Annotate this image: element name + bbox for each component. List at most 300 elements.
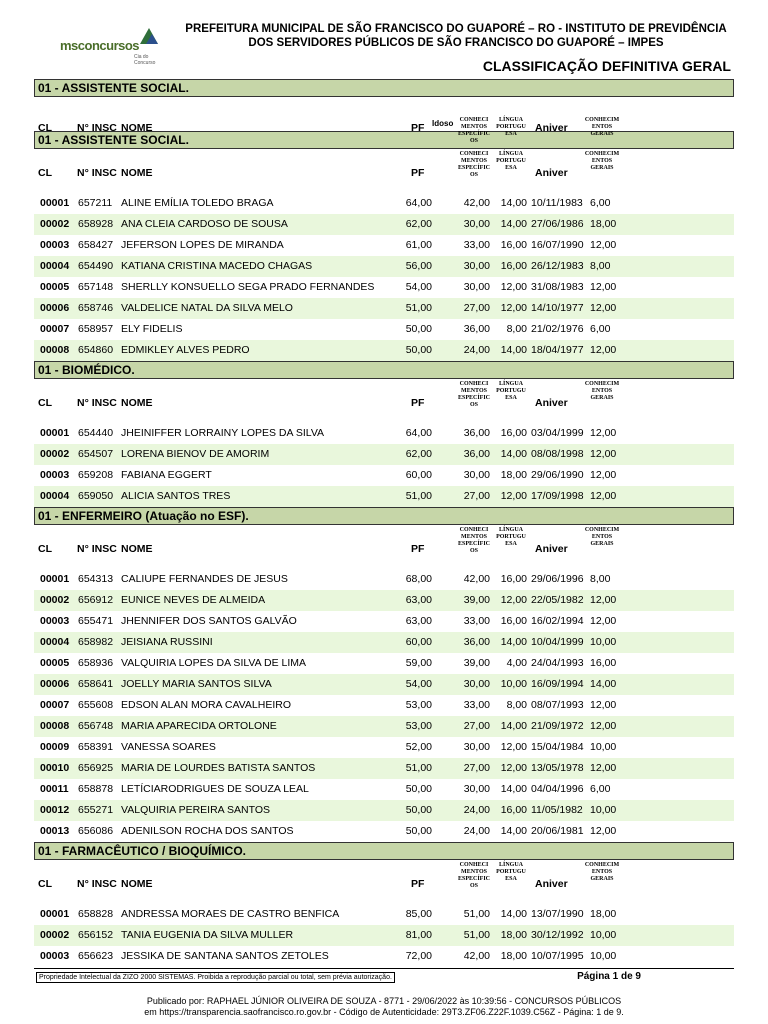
column-header: [34, 525, 734, 569]
row-conhec-esp: 30,00: [463, 281, 490, 293]
row-pf: 61,00: [405, 239, 432, 251]
row-insc: 658427: [78, 239, 114, 251]
row-conhec-gerais: 18,00: [590, 218, 617, 230]
col-insc-label: N° INSC: [77, 397, 117, 409]
row-lingua: 14,00: [500, 636, 527, 648]
row-insc: 658957: [78, 323, 114, 335]
row-lingua: 8,00: [506, 699, 527, 711]
row-conhec-gerais: 12,00: [590, 720, 617, 732]
row-pf: 56,00: [405, 260, 432, 272]
row-lingua: 14,00: [500, 720, 527, 732]
row-cl: 00013: [40, 825, 70, 837]
row-cl: 00003: [40, 615, 70, 627]
row-insc: 658982: [78, 636, 114, 648]
table-row: [34, 674, 734, 695]
row-insc: 656912: [78, 594, 114, 606]
row-pf: 50,00: [405, 783, 432, 795]
row-cl: 00004: [40, 260, 70, 272]
table-row: [34, 486, 734, 507]
row-lingua: 12,00: [500, 281, 527, 293]
row-lingua: 16,00: [500, 573, 527, 585]
row-aniver: 13/07/1990: [531, 908, 584, 920]
row-conhec-gerais: 6,00: [590, 197, 611, 209]
row-lingua: 14,00: [500, 344, 527, 356]
row-conhec-gerais: 12,00: [590, 615, 617, 627]
row-pf: 53,00: [405, 699, 432, 711]
row-nome: JHEINIFFER LORRAINY LOPES DA SILVA: [121, 427, 325, 439]
col-aniver-label: Aniver: [535, 122, 568, 134]
row-pf: 50,00: [405, 323, 432, 335]
row-insc: 656086: [78, 825, 114, 837]
row-insc: 659050: [78, 490, 114, 502]
table-row: [34, 256, 734, 277]
row-cl: 00007: [40, 323, 70, 335]
row-conhec-esp: 42,00: [463, 573, 490, 585]
row-aniver: 17/09/1998: [531, 490, 584, 502]
row-nome: CALIUPE FERNANDES DE JESUS: [121, 573, 288, 585]
row-conhec-gerais: 12,00: [590, 762, 617, 774]
row-insc: 654490: [78, 260, 114, 272]
row-nome: SHERLLY KONSUELLO SEGA PRADO FERNANDES: [121, 281, 375, 293]
row-cl: 00001: [40, 908, 70, 920]
row-aniver: 11/05/1982: [531, 804, 583, 816]
row-aniver: 04/04/1996: [531, 783, 584, 795]
row-cl: 00009: [40, 741, 70, 753]
row-insc: 655471: [78, 615, 114, 627]
row-conhec-gerais: 8,00: [590, 260, 611, 272]
row-pf: 63,00: [405, 615, 432, 627]
row-conhec-gerais: 10,00: [590, 636, 617, 648]
col-aniver-label: Aniver: [535, 878, 568, 890]
row-cl: 00003: [40, 239, 70, 251]
table-row: [34, 737, 734, 758]
row-conhec-esp: 33,00: [463, 699, 490, 711]
page-header: [0, 0, 768, 78]
row-pf: 60,00: [405, 636, 432, 648]
table-row: [34, 758, 734, 779]
row-aniver: 10/07/1995: [531, 950, 584, 962]
logo-subtext: Cia do Concurso: [134, 54, 156, 66]
row-lingua: 14,00: [500, 448, 527, 460]
row-conhec-gerais: 12,00: [590, 594, 617, 606]
row-conhec-esp: 30,00: [463, 678, 490, 690]
row-conhec-esp: 24,00: [463, 804, 490, 816]
row-pf: 52,00: [405, 741, 432, 753]
row-conhec-esp: 24,00: [463, 825, 490, 837]
row-lingua: 16,00: [500, 615, 527, 627]
table-row: [34, 444, 734, 465]
col-lingua-label: LÍNGUA PORTUGU ESA: [496, 117, 526, 137]
table-row: [34, 319, 734, 340]
row-aniver: 26/12/1983: [531, 260, 584, 272]
col-lingua-label: LÍNGUA PORTUGU ESA: [496, 862, 526, 882]
row-insc: 654507: [78, 448, 114, 460]
row-lingua: 14,00: [500, 197, 527, 209]
col-conhec-esp-label: CONHECI MENTOS ESPECÍFIC OS: [457, 117, 490, 144]
table-row: [34, 716, 734, 737]
row-aniver: 18/04/1977: [531, 344, 584, 356]
institution-title-line-1: PREFEITURA MUNICIPAL DE SÃO FRANCISCO DO GUAPORÉ – RO - INSTITUTO DE PREVIDÊNCIA: [185, 23, 727, 35]
row-pf: 68,00: [405, 573, 432, 585]
row-pf: 63,00: [405, 594, 432, 606]
row-lingua: 12,00: [500, 490, 527, 502]
row-nome: ANDRESSA MORAES DE CASTRO BENFICA: [121, 908, 340, 920]
row-cl: 00001: [40, 427, 70, 439]
row-conhec-esp: 27,00: [463, 490, 490, 502]
row-insc: 659208: [78, 469, 114, 481]
row-nome: ALICIA SANTOS TRES: [121, 490, 231, 502]
table-row: [34, 695, 734, 716]
table-row: [34, 611, 734, 632]
table-row: [34, 465, 734, 486]
row-insc: 658391: [78, 741, 114, 753]
row-conhec-esp: 36,00: [463, 427, 490, 439]
row-aniver: 16/09/1994: [531, 678, 584, 690]
row-conhec-gerais: 8,00: [590, 573, 611, 585]
col-pf-label: PF: [411, 397, 425, 409]
row-lingua: 8,00: [506, 323, 527, 335]
row-cl: 00002: [40, 594, 70, 606]
row-conhec-esp: 30,00: [463, 218, 490, 230]
row-conhec-gerais: 10,00: [590, 741, 617, 753]
row-pf: 64,00: [405, 197, 432, 209]
row-insc: 658746: [78, 302, 114, 314]
row-aniver: 30/12/1992: [531, 929, 584, 941]
row-conhec-gerais: 10,00: [590, 804, 617, 816]
col-insc-label: N° INSC: [77, 167, 117, 179]
column-header: [34, 379, 734, 423]
row-conhec-esp: 27,00: [463, 302, 490, 314]
col-cl-label: CL: [38, 122, 52, 134]
row-pf: 62,00: [405, 448, 432, 460]
table-row: [34, 590, 734, 611]
row-insc: 655608: [78, 699, 114, 711]
row-cl: 00012: [40, 804, 70, 816]
col-cl-label: CL: [38, 167, 52, 179]
row-aniver: 16/07/1990: [531, 239, 584, 251]
row-nome: JHENNIFER DOS SANTOS GALVÃO: [121, 615, 297, 627]
logo: [56, 24, 166, 64]
col-lingua-label: LÍNGUA PORTUGU ESA: [496, 381, 526, 401]
row-cl: 00003: [40, 950, 70, 962]
row-aniver: 08/08/1998: [531, 448, 584, 460]
col-conhec-esp-label: CONHECI MENTOS ESPECÍFIC OS: [457, 527, 490, 554]
row-pf: 51,00: [405, 762, 432, 774]
section-header: 01 - ASSISTENTE SOCIAL.: [34, 131, 734, 149]
row-lingua: 14,00: [500, 908, 527, 920]
document-title: CLASSIFICAÇÃO DEFINITIVA GERAL: [482, 58, 731, 74]
row-lingua: 18,00: [500, 950, 527, 962]
row-conhec-gerais: 12,00: [590, 344, 617, 356]
row-conhec-gerais: 12,00: [590, 699, 617, 711]
row-lingua: 12,00: [500, 741, 527, 753]
col-conhec-gerais-label: CONHECIM ENTOS GERAIS: [584, 151, 620, 171]
row-cl: 00005: [40, 657, 70, 669]
table-row: [34, 904, 734, 925]
row-aniver: 10/11/1983: [531, 197, 583, 209]
row-lingua: 12,00: [500, 302, 527, 314]
row-lingua: 18,00: [500, 929, 527, 941]
row-conhec-gerais: 6,00: [590, 783, 611, 795]
row-insc: 658828: [78, 908, 114, 920]
row-nome: MARIA APARECIDA ORTOLONE: [121, 720, 277, 732]
row-conhec-esp: 36,00: [463, 636, 490, 648]
row-conhec-gerais: 12,00: [590, 302, 617, 314]
col-conhec-gerais-label: CONHECIM ENTOS GERAIS: [584, 117, 620, 137]
row-cl: 00011: [40, 783, 69, 795]
row-aniver: 22/05/1982: [531, 594, 584, 606]
row-insc: 656748: [78, 720, 114, 732]
table-row: [34, 193, 734, 214]
row-nome: EDMIKLEY ALVES PEDRO: [121, 344, 250, 356]
row-conhec-gerais: 12,00: [590, 469, 617, 481]
row-cl: 00001: [40, 197, 70, 209]
row-insc: 655271: [78, 804, 114, 816]
row-insc: 656152: [78, 929, 114, 941]
row-insc: 658878: [78, 783, 114, 795]
publication-info: Publicado por: RAPHAEL JÚNIOR OLIVEIRA DE SOUZA - 8771 - 29/06/2022 às 10:39:56 - CONCURSOS PÚBLICOS: [146, 996, 622, 1006]
col-cl-label: CL: [38, 543, 52, 555]
table-row: [34, 821, 734, 842]
col-lingua-label: LÍNGUA PORTUGU ESA: [496, 527, 526, 547]
col-nome-label: NOME: [121, 167, 153, 179]
row-insc: 657148: [78, 281, 114, 293]
table-row: [34, 340, 734, 361]
row-conhec-esp: 33,00: [463, 615, 490, 627]
row-insc: 658641: [78, 678, 114, 690]
row-lingua: 16,00: [500, 239, 527, 251]
col-idoso-label: Idoso: [432, 119, 454, 128]
row-cl: 00002: [40, 929, 70, 941]
row-aniver: 03/04/1999: [531, 427, 584, 439]
col-insc-label: N° INSC: [77, 543, 117, 555]
row-conhec-gerais: 12,00: [590, 490, 617, 502]
col-insc-label: N° INSC: [77, 878, 117, 890]
row-aniver: 08/07/1993: [531, 699, 584, 711]
row-conhec-gerais: 14,00: [590, 678, 617, 690]
row-pf: 85,00: [405, 908, 432, 920]
col-pf-label: PF: [411, 543, 425, 555]
table-row: [34, 925, 734, 946]
row-nome: ELY FIDELIS: [121, 323, 183, 335]
row-conhec-gerais: 16,00: [590, 657, 617, 669]
row-aniver: 14/10/1977: [531, 302, 584, 314]
col-pf-label: PF: [411, 167, 425, 179]
row-conhec-gerais: 12,00: [590, 239, 617, 251]
row-conhec-gerais: 12,00: [590, 281, 617, 293]
row-cl: 00010: [40, 762, 70, 774]
row-lingua: 14,00: [500, 783, 527, 795]
row-conhec-esp: 30,00: [463, 469, 490, 481]
row-pf: 60,00: [405, 469, 432, 481]
table-row: [34, 298, 734, 319]
col-insc-label: N° INSC: [77, 122, 117, 134]
row-insc: 657211: [78, 197, 113, 209]
row-pf: 53,00: [405, 720, 432, 732]
row-conhec-esp: 30,00: [463, 783, 490, 795]
table-row: [34, 779, 734, 800]
row-cl: 00005: [40, 281, 70, 293]
page-number: Página 1 de 9: [577, 971, 641, 982]
row-conhec-esp: 30,00: [463, 260, 490, 272]
row-insc: 654860: [78, 344, 114, 356]
col-conhec-gerais-label: CONHECIM ENTOS GERAIS: [584, 381, 620, 401]
row-nome: VALQUIRIA PEREIRA SANTOS: [121, 804, 270, 816]
row-pf: 54,00: [405, 678, 432, 690]
row-conhec-esp: 30,00: [463, 741, 490, 753]
row-pf: 51,00: [405, 490, 432, 502]
row-insc: 658936: [78, 657, 114, 669]
institution-title-line-2: DOS SERVIDORES PÚBLICOS DE SÃO FRANCISCO DO GUAPORÉ – IMPES: [248, 37, 664, 49]
col-cl-label: CL: [38, 397, 52, 409]
col-aniver-label: Aniver: [535, 167, 568, 179]
table-row: [34, 569, 734, 590]
row-conhec-esp: 27,00: [463, 720, 490, 732]
row-cl: 00006: [40, 302, 70, 314]
row-nome: FABIANA EGGERT: [121, 469, 212, 481]
row-aniver: 29/06/1996: [531, 573, 584, 585]
row-conhec-esp: 39,00: [463, 657, 490, 669]
col-conhec-esp-label: CONHECI MENTOS ESPECÍFIC OS: [457, 151, 490, 178]
row-nome: JOELLY MARIA SANTOS SILVA: [121, 678, 272, 690]
row-lingua: 12,00: [500, 594, 527, 606]
row-cl: 00002: [40, 218, 70, 230]
row-cl: 00007: [40, 699, 70, 711]
footer-divider: [34, 968, 734, 969]
row-aniver: 31/08/1983: [531, 281, 584, 293]
table-row: [34, 214, 734, 235]
col-aniver-label: Aniver: [535, 397, 568, 409]
row-lingua: 14,00: [500, 218, 527, 230]
row-conhec-gerais: 6,00: [590, 323, 611, 335]
row-conhec-esp: 51,00: [463, 908, 490, 920]
row-insc: 654440: [78, 427, 114, 439]
row-pf: 54,00: [405, 281, 432, 293]
copyright-notice: Propriedade Intelectual da ZIZO 2000 SISTEMAS. Proibida a reprodução parcial ou total, sem prévia autorização.: [36, 972, 395, 983]
logo-mark-icon: [138, 26, 160, 46]
row-conhec-gerais: 18,00: [590, 908, 617, 920]
row-insc: 656925: [78, 762, 114, 774]
row-lingua: 10,00: [500, 678, 527, 690]
row-cl: 00004: [40, 636, 70, 648]
row-conhec-gerais: 12,00: [590, 825, 617, 837]
row-nome: VALDELICE NATAL DA SILVA MELO: [121, 302, 293, 314]
row-aniver: 20/06/1981: [531, 825, 584, 837]
row-nome: ADENILSON ROCHA DOS SANTOS: [121, 825, 294, 837]
row-aniver: 21/09/1972: [531, 720, 584, 732]
row-nome: VANESSA SOARES: [121, 741, 216, 753]
column-header: [34, 860, 734, 904]
row-conhec-esp: 39,00: [463, 594, 490, 606]
column-header: [34, 149, 734, 193]
row-conhec-gerais: 10,00: [590, 929, 617, 941]
row-nome: VALQUIRIA LOPES DA SILVA DE LIMA: [121, 657, 306, 669]
row-conhec-gerais: 10,00: [590, 950, 617, 962]
col-nome-label: NOME: [121, 878, 153, 890]
table-row: [34, 277, 734, 298]
row-pf: 64,00: [405, 427, 432, 439]
row-aniver: 13/05/1978: [531, 762, 584, 774]
row-aniver: 15/04/1984: [531, 741, 584, 753]
row-aniver: 21/02/1976: [531, 323, 584, 335]
row-pf: 50,00: [405, 804, 432, 816]
col-pf-label: PF: [411, 122, 425, 134]
row-aniver: 10/04/1999: [531, 636, 584, 648]
section-header: 01 - BIOMÉDICO.: [34, 361, 734, 379]
row-pf: 72,00: [405, 950, 432, 962]
row-cl: 00006: [40, 678, 70, 690]
col-aniver-label: Aniver: [535, 543, 568, 555]
row-nome: JEISIANA RUSSINI: [121, 636, 213, 648]
col-nome-label: NOME: [121, 122, 153, 134]
row-pf: 81,00: [405, 929, 432, 941]
row-nome: JEFERSON LOPES DE MIRANDA: [121, 239, 284, 251]
row-nome: ALINE EMÍLIA TOLEDO BRAGA: [121, 197, 274, 209]
section-header: 01 - ASSISTENTE SOCIAL.: [34, 79, 734, 97]
row-nome: EDSON ALAN MORA CAVALHEIRO: [121, 699, 291, 711]
row-nome: LORENA BIENOV DE AMORIM: [121, 448, 270, 460]
row-cl: 00001: [40, 573, 70, 585]
section-header: 01 - ENFERMEIRO (Atuação no ESF).: [34, 507, 734, 525]
row-nome: ANA CLEIA CARDOSO DE SOUSA: [121, 218, 288, 230]
row-nome: TANIA EUGENIA DA SILVA MULLER: [121, 929, 294, 941]
row-conhec-gerais: 12,00: [590, 448, 617, 460]
col-cl-label: CL: [38, 878, 52, 890]
row-conhec-esp: 51,00: [463, 929, 490, 941]
col-lingua-label: LÍNGUA PORTUGU ESA: [496, 151, 526, 171]
col-nome-label: NOME: [121, 397, 153, 409]
row-pf: 50,00: [405, 344, 432, 356]
row-conhec-esp: 33,00: [463, 239, 490, 251]
row-insc: 656623: [78, 950, 114, 962]
row-nome: JESSIKA DE SANTANA SANTOS ZETOLES: [121, 950, 329, 962]
row-lingua: 16,00: [500, 260, 527, 272]
row-pf: 59,00: [405, 657, 432, 669]
row-lingua: 14,00: [500, 825, 527, 837]
row-cl: 00008: [40, 720, 70, 732]
row-lingua: 4,00: [506, 657, 527, 669]
col-conhec-gerais-label: CONHECIM ENTOS GERAIS: [584, 862, 620, 882]
row-pf: 62,00: [405, 218, 432, 230]
col-conhec-esp-label: CONHECI MENTOS ESPECÍFIC OS: [457, 862, 490, 889]
row-conhec-esp: 42,00: [463, 950, 490, 962]
row-lingua: 16,00: [500, 427, 527, 439]
logo-text: msconcursos: [60, 38, 140, 53]
row-nome: LETÍCIARODRIGUES DE SOUZA LEAL: [121, 783, 309, 795]
table-row: [34, 423, 734, 444]
row-nome: KATIANA CRISTINA MACEDO CHAGAS: [121, 260, 313, 272]
row-lingua: 12,00: [500, 762, 527, 774]
row-nome: MARIA DE LOURDES BATISTA SANTOS: [121, 762, 316, 774]
section-header: 01 - FARMACÊUTICO / BIOQUÍMICO.: [34, 842, 734, 860]
col-nome-label: NOME: [121, 543, 153, 555]
table-row: [34, 653, 734, 674]
row-aniver: 27/06/1986: [531, 218, 584, 230]
row-aniver: 29/06/1990: [531, 469, 584, 481]
row-conhec-esp: 42,00: [463, 197, 490, 209]
col-pf-label: PF: [411, 878, 425, 890]
row-aniver: 16/02/1994: [531, 615, 584, 627]
row-cl: 00002: [40, 448, 70, 460]
row-aniver: 24/04/1993: [531, 657, 584, 669]
row-cl: 00004: [40, 490, 70, 502]
row-cl: 00003: [40, 469, 70, 481]
row-pf: 50,00: [405, 825, 432, 837]
row-lingua: 18,00: [500, 469, 527, 481]
col-conhec-gerais-label: CONHECIM ENTOS GERAIS: [584, 527, 620, 547]
row-conhec-esp: 36,00: [463, 448, 490, 460]
row-conhec-gerais: 12,00: [590, 427, 617, 439]
